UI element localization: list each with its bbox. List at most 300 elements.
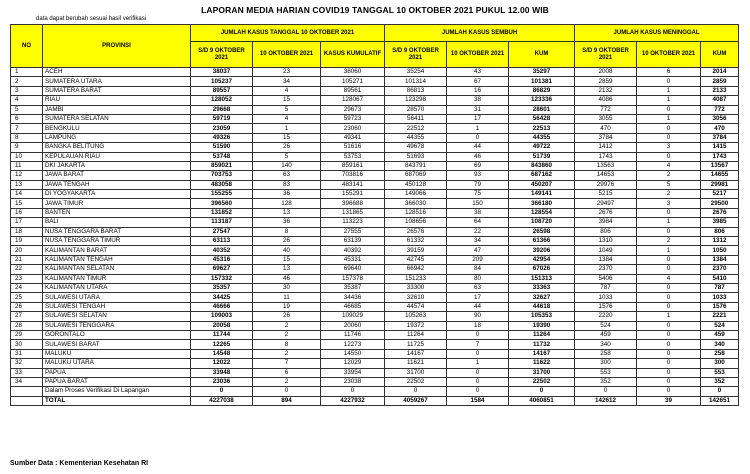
cell-sembuh-kum: 32627 — [509, 293, 575, 302]
cell-meninggal-kum: 553 — [701, 368, 739, 377]
cell-meninggal-sd: 787 — [575, 283, 637, 292]
cell-meninggal-sd: 5406 — [575, 274, 637, 283]
cell-kasus-today: 2 — [253, 321, 321, 330]
table-row — [11, 302, 739, 311]
cell-sembuh-kum: 56428 — [509, 114, 575, 123]
table-row — [11, 208, 739, 217]
cell-kasus-today: 2 — [253, 349, 321, 358]
cell-sembuh-today: 43 — [447, 68, 509, 77]
cell-kasus-today: 8 — [253, 227, 321, 236]
cell-no: 9 — [11, 143, 43, 152]
cell-meninggal-kum: 2014 — [701, 68, 739, 77]
cell-kasus-kumulatif: 59723 — [321, 114, 385, 123]
report-title: LAPORAN MEDIA HARIAN COVID19 TANGGAL 10 OKTOBER 2021 PUKUL 12.00 WIB — [201, 5, 549, 15]
cell-kasus-kumulatif: 14550 — [321, 349, 385, 358]
cell-provinsi: KALIMANTAN BARAT — [43, 246, 191, 255]
cell-no: 8 — [11, 133, 43, 142]
cell-sembuh-kum: 44618 — [509, 302, 575, 311]
cell-kasus-sd: 53748 — [191, 152, 253, 161]
cell-meninggal-today: 1 — [637, 218, 701, 227]
cell-kasus-kumulatif: 34436 — [321, 293, 385, 302]
cell-meninggal-sd: 553 — [575, 368, 637, 377]
table-row — [11, 133, 739, 142]
cell-kasus-kumulatif: 23038 — [321, 377, 385, 386]
table-row — [11, 171, 739, 180]
cell-kasus-kumulatif: 53753 — [321, 152, 385, 161]
cell-kasus-sd: 12022 — [191, 359, 253, 368]
cell-kasus-kumulatif: 859161 — [321, 161, 385, 170]
cell-provinsi: SULAWESI UTARA — [43, 293, 191, 302]
cell-kasus-sd: 89557 — [191, 86, 253, 95]
cell-provinsi: BALI — [43, 218, 191, 227]
cell-meninggal-today: 0 — [637, 133, 701, 142]
cell-meninggal-today: 2 — [637, 171, 701, 180]
cell-kasus-kumulatif: 40392 — [321, 246, 385, 255]
cell-no: 29 — [11, 330, 43, 339]
cell-no: 21 — [11, 255, 43, 264]
cell-meninggal-sd: 1033 — [575, 293, 637, 302]
cell-kasus-sd: 11744 — [191, 330, 253, 339]
verification-note: data dapat berubah sesuai hasil verifikasi — [36, 16, 147, 22]
cell-no: 14 — [11, 190, 43, 199]
cell-no: 25 — [11, 293, 43, 302]
table-row — [11, 255, 739, 264]
table-body — [11, 68, 739, 406]
table-row — [11, 124, 739, 133]
cell-sembuh-today: 84 — [447, 265, 509, 274]
cell-meninggal-kum: 142651 — [701, 396, 739, 405]
cell-kasus-kumulatif: 0 — [321, 387, 385, 396]
cell-kasus-today: 26 — [253, 237, 321, 246]
cell-meninggal-today: 1 — [637, 312, 701, 321]
cell-provinsi: KALIMANTAN UTARA — [43, 283, 191, 292]
cell-provinsi: SUMATERA BARAT — [43, 86, 191, 95]
cell-kasus-sd: 59719 — [191, 114, 253, 123]
cell-sembuh-today: 75 — [447, 190, 509, 199]
table-row — [11, 283, 739, 292]
cell-sembuh-kum: 149141 — [509, 190, 575, 199]
cell-meninggal-today: 0 — [637, 227, 701, 236]
cell-sembuh-today: 1 — [447, 359, 509, 368]
cell-meninggal-sd: 340 — [575, 340, 637, 349]
cell-meninggal-today: 39 — [637, 396, 701, 405]
cell-meninggal-today: 0 — [637, 124, 701, 133]
cell-kasus-sd: 46666 — [191, 302, 253, 311]
table-row — [11, 114, 739, 123]
cell-kasus-today: 1 — [253, 124, 321, 133]
cell-kasus-sd: 155255 — [191, 190, 253, 199]
cell-kasus-sd: 20058 — [191, 321, 253, 330]
cell-kasus-today: 15 — [253, 96, 321, 105]
cell-provinsi: JAWA TIMUR — [43, 199, 191, 208]
cell-kasus-kumulatif: 128067 — [321, 96, 385, 105]
cell-meninggal-sd: 29976 — [575, 180, 637, 189]
cell-sembuh-kum: 19390 — [509, 321, 575, 330]
cell-kasus-kumulatif: 703816 — [321, 171, 385, 180]
cell-meninggal-sd: 3984 — [575, 218, 637, 227]
cell-sembuh-sd: 56411 — [385, 114, 447, 123]
cell-kasus-sd: 703753 — [191, 171, 253, 180]
cell-kasus-sd: 0 — [191, 387, 253, 396]
cell-sembuh-today: 0 — [447, 349, 509, 358]
cell-meninggal-sd: 1310 — [575, 237, 637, 246]
cell-meninggal-kum: 1415 — [701, 143, 739, 152]
cell-no: 27 — [11, 312, 43, 321]
cell-meninggal-kum: 2370 — [701, 265, 739, 274]
header-meninggal-sd: S/D 9 OKTOBER 2021 — [575, 42, 637, 68]
cell-sembuh-today: 0 — [447, 368, 509, 377]
cell-meninggal-today: 0 — [637, 77, 701, 86]
cell-no: 2 — [11, 77, 43, 86]
cell-kasus-kumulatif: 29673 — [321, 105, 385, 114]
cell-meninggal-kum: 1576 — [701, 302, 739, 311]
cell-meninggal-sd: 1412 — [575, 143, 637, 152]
cell-sembuh-today: 17 — [447, 114, 509, 123]
cell-kasus-sd: 35357 — [191, 283, 253, 292]
cell-sembuh-sd: 4059267 — [385, 396, 447, 405]
cell-meninggal-kum: 524 — [701, 321, 739, 330]
cell-no: 32 — [11, 359, 43, 368]
cell-meninggal-today: 1 — [637, 96, 701, 105]
cell-sembuh-today: 16 — [447, 86, 509, 95]
cell-meninggal-today: 2 — [637, 190, 701, 199]
cell-provinsi: JAWA BARAT — [43, 171, 191, 180]
table-row — [11, 321, 739, 330]
cell-kasus-today: 26 — [253, 143, 321, 152]
cell-sembuh-today: 47 — [447, 246, 509, 255]
cell-meninggal-today: 0 — [637, 283, 701, 292]
cell-provinsi: SUMATERA SELATAN — [43, 114, 191, 123]
cell-meninggal-kum: 1050 — [701, 246, 739, 255]
cell-sembuh-sd: 123298 — [385, 96, 447, 105]
cell-sembuh-kum: 22513 — [509, 124, 575, 133]
cell-no: 23 — [11, 274, 43, 283]
cell-provinsi: JAWA TENGAH — [43, 180, 191, 189]
cell-provinsi: Dalam Proses Verifikasi Di Lapangan — [43, 387, 191, 396]
cell-meninggal-sd: 470 — [575, 124, 637, 133]
header-sembuh-sd: S/D 9 OKTOBER 2021 — [385, 42, 447, 68]
cell-meninggal-sd: 459 — [575, 330, 637, 339]
cell-provinsi: KALIMANTAN TIMUR — [43, 274, 191, 283]
cell-sembuh-sd: 39159 — [385, 246, 447, 255]
cell-meninggal-sd: 524 — [575, 321, 637, 330]
cell-meninggal-kum: 1743 — [701, 152, 739, 161]
cell-meninggal-today: 0 — [637, 330, 701, 339]
cell-meninggal-today: 0 — [637, 265, 701, 274]
table-row — [11, 293, 739, 302]
cell-no: 11 — [11, 161, 43, 170]
cell-kasus-kumulatif: 27555 — [321, 227, 385, 236]
cell-kasus-kumulatif: 4227932 — [321, 396, 385, 405]
cell-sembuh-kum: 843860 — [509, 161, 575, 170]
cell-sembuh-kum: 67026 — [509, 265, 575, 274]
cell-meninggal-today: 0 — [637, 152, 701, 161]
cell-meninggal-kum: 2133 — [701, 86, 739, 95]
cell-kasus-sd: 157332 — [191, 274, 253, 283]
cell-sembuh-today: 34 — [447, 237, 509, 246]
cell-kasus-kumulatif: 20060 — [321, 321, 385, 330]
cell-kasus-kumulatif: 155291 — [321, 190, 385, 199]
cell-sembuh-today: 0 — [447, 377, 509, 386]
cell-sembuh-sd: 687069 — [385, 171, 447, 180]
cell-provinsi: SUMATERA UTARA — [43, 77, 191, 86]
cell-meninggal-sd: 2132 — [575, 86, 637, 95]
cell-no: 6 — [11, 114, 43, 123]
cell-kasus-kumulatif: 157378 — [321, 274, 385, 283]
cell-meninggal-kum: 5410 — [701, 274, 739, 283]
cell-sembuh-sd: 42745 — [385, 255, 447, 264]
cell-sembuh-sd: 86813 — [385, 86, 447, 95]
cell-no: 3 — [11, 86, 43, 95]
cell-meninggal-kum: 2859 — [701, 77, 739, 86]
cell-kasus-sd: 12265 — [191, 340, 253, 349]
cell-provinsi: GORONTALO — [43, 330, 191, 339]
cell-kasus-today: 15 — [253, 255, 321, 264]
cell-kasus-today: 4 — [253, 86, 321, 95]
cell-sembuh-today: 150 — [447, 199, 509, 208]
cell-meninggal-kum: 470 — [701, 124, 739, 133]
cell-provinsi: PAPUA — [43, 368, 191, 377]
cell-sembuh-sd: 149066 — [385, 190, 447, 199]
cell-meninggal-sd: 2220 — [575, 312, 637, 321]
cell-kasus-sd: 14548 — [191, 349, 253, 358]
cell-provinsi: PAPUA BARAT — [43, 377, 191, 386]
cell-meninggal-kum: 787 — [701, 283, 739, 292]
table-row — [11, 274, 739, 283]
cell-kasus-sd: 105237 — [191, 77, 253, 86]
cell-kasus-kumulatif: 45331 — [321, 255, 385, 264]
cell-meninggal-kum: 3784 — [701, 133, 739, 142]
cell-no: 10 — [11, 152, 43, 161]
cell-provinsi: KALIMANTAN SELATAN — [43, 265, 191, 274]
cell-kasus-sd: 63113 — [191, 237, 253, 246]
cell-meninggal-sd: 5215 — [575, 190, 637, 199]
cell-sembuh-sd: 31700 — [385, 368, 447, 377]
cell-kasus-today: 40 — [253, 246, 321, 255]
cell-kasus-today: 2 — [253, 330, 321, 339]
table-row — [11, 349, 739, 358]
cell-sembuh-sd: 128516 — [385, 208, 447, 217]
cell-sembuh-kum: 11622 — [509, 359, 575, 368]
cell-sembuh-today: 0 — [447, 387, 509, 396]
cell-meninggal-today: 0 — [637, 340, 701, 349]
cell-kasus-today: 8 — [253, 340, 321, 349]
covid-report-table — [10, 24, 739, 406]
cell-no: 5 — [11, 105, 43, 114]
cell-no — [11, 396, 43, 405]
cell-meninggal-sd: 806 — [575, 227, 637, 236]
cell-provinsi: BANGKA BELITUNG — [43, 143, 191, 152]
cell-provinsi: SULAWESI BARAT — [43, 340, 191, 349]
cell-provinsi: NUSA TENGGARA TIMUR — [43, 237, 191, 246]
cell-sembuh-sd: 843791 — [385, 161, 447, 170]
table-row — [11, 143, 739, 152]
cell-kasus-kumulatif: 23060 — [321, 124, 385, 133]
cell-sembuh-today: 67 — [447, 77, 509, 86]
cell-kasus-sd: 23059 — [191, 124, 253, 133]
cell-kasus-kumulatif: 63139 — [321, 237, 385, 246]
cell-meninggal-sd: 352 — [575, 377, 637, 386]
cell-meninggal-sd: 2676 — [575, 208, 637, 217]
cell-no: 22 — [11, 265, 43, 274]
table-row — [11, 340, 739, 349]
cell-sembuh-today: 31 — [447, 105, 509, 114]
cell-no: 19 — [11, 237, 43, 246]
table-row — [11, 152, 739, 161]
cell-sembuh-kum: 687162 — [509, 171, 575, 180]
cell-meninggal-today: 1 — [637, 114, 701, 123]
table-row — [11, 96, 739, 105]
cell-kasus-today: 13 — [253, 208, 321, 217]
header-no: NO — [11, 25, 43, 68]
cell-sembuh-sd: 33300 — [385, 283, 447, 292]
cell-kasus-kumulatif: 113223 — [321, 218, 385, 227]
cell-kasus-sd: 109003 — [191, 312, 253, 321]
cell-kasus-today: 894 — [253, 396, 321, 405]
table-row — [11, 199, 739, 208]
cell-meninggal-today: 0 — [637, 105, 701, 114]
header-group-meninggal: JUMLAH KASUS MENINGGAL — [575, 25, 739, 42]
cell-kasus-kumulatif: 11746 — [321, 330, 385, 339]
cell-sembuh-today: 79 — [447, 180, 509, 189]
table-row — [11, 312, 739, 321]
cell-sembuh-kum: 33363 — [509, 283, 575, 292]
header-group-sembuh: JUMLAH KASUS SEMBUH — [385, 25, 575, 42]
cell-sembuh-today: 90 — [447, 312, 509, 321]
header-sembuh-kum: KUM — [509, 42, 575, 68]
cell-sembuh-today: 0 — [447, 133, 509, 142]
cell-meninggal-today: 6 — [637, 68, 701, 77]
header-kasus-kumulatif: KASUS KUMULATIF — [321, 42, 385, 68]
cell-meninggal-today: 3 — [637, 199, 701, 208]
cell-no: 15 — [11, 199, 43, 208]
cell-kasus-sd: 69627 — [191, 265, 253, 274]
cell-provinsi: JAMBI — [43, 105, 191, 114]
cell-kasus-sd: 49326 — [191, 133, 253, 142]
cell-provinsi: DI YOGYAKARTA — [43, 190, 191, 199]
cell-kasus-kumulatif: 33954 — [321, 368, 385, 377]
cell-provinsi: TOTAL — [43, 396, 191, 405]
cell-kasus-today: 63 — [253, 171, 321, 180]
cell-no: 17 — [11, 218, 43, 227]
cell-sembuh-kum: 42954 — [509, 255, 575, 264]
cell-meninggal-sd: 1576 — [575, 302, 637, 311]
cell-kasus-today: 7 — [253, 359, 321, 368]
cell-meninggal-kum: 352 — [701, 377, 739, 386]
cell-meninggal-today: 0 — [637, 387, 701, 396]
table-row — [11, 161, 739, 170]
cell-kasus-kumulatif: 12273 — [321, 340, 385, 349]
cell-kasus-sd: 33948 — [191, 368, 253, 377]
cell-meninggal-kum: 2676 — [701, 208, 739, 217]
table-row — [11, 387, 739, 396]
cell-kasus-kumulatif: 109029 — [321, 312, 385, 321]
cell-sembuh-today: 44 — [447, 302, 509, 311]
cell-sembuh-sd: 366030 — [385, 199, 447, 208]
cell-sembuh-sd: 105263 — [385, 312, 447, 321]
cell-sembuh-sd: 28570 — [385, 105, 447, 114]
cell-kasus-today: 36 — [253, 190, 321, 199]
cell-meninggal-kum: 4087 — [701, 96, 739, 105]
cell-kasus-sd: 40352 — [191, 246, 253, 255]
cell-kasus-kumulatif: 38060 — [321, 68, 385, 77]
table-row — [11, 105, 739, 114]
cell-kasus-kumulatif: 46685 — [321, 302, 385, 311]
cell-kasus-sd: 396560 — [191, 199, 253, 208]
cell-meninggal-today: 0 — [637, 377, 701, 386]
cell-kasus-today: 0 — [253, 387, 321, 396]
cell-no — [11, 387, 43, 396]
header-kasus-today: 10 OKTOBER 2021 — [253, 42, 321, 68]
cell-meninggal-today: 0 — [637, 255, 701, 264]
cell-meninggal-kum: 806 — [701, 227, 739, 236]
cell-meninggal-sd: 3055 — [575, 114, 637, 123]
cell-sembuh-sd: 26576 — [385, 227, 447, 236]
cell-kasus-today: 2 — [253, 377, 321, 386]
cell-meninggal-kum: 340 — [701, 340, 739, 349]
cell-provinsi: LAMPUNG — [43, 133, 191, 142]
cell-meninggal-today: 0 — [637, 302, 701, 311]
cell-meninggal-kum: 300 — [701, 359, 739, 368]
cell-kasus-kumulatif: 105271 — [321, 77, 385, 86]
cell-meninggal-kum: 258 — [701, 349, 739, 358]
cell-meninggal-kum: 1033 — [701, 293, 739, 302]
cell-meninggal-sd: 1049 — [575, 246, 637, 255]
cell-meninggal-kum: 3985 — [701, 218, 739, 227]
cell-meninggal-sd: 13563 — [575, 161, 637, 170]
cell-sembuh-sd: 11264 — [385, 330, 447, 339]
cell-sembuh-kum: 31700 — [509, 368, 575, 377]
cell-sembuh-today: 93 — [447, 171, 509, 180]
cell-kasus-today: 23 — [253, 68, 321, 77]
cell-sembuh-today: 38 — [447, 208, 509, 217]
cell-kasus-sd: 859021 — [191, 161, 253, 170]
cell-meninggal-kum: 3056 — [701, 114, 739, 123]
cell-meninggal-kum: 13567 — [701, 161, 739, 170]
cell-provinsi: NUSA TENGGARA BARAT — [43, 227, 191, 236]
cell-meninggal-today: 4 — [637, 274, 701, 283]
cell-kasus-sd: 45316 — [191, 255, 253, 264]
cell-meninggal-kum: 29981 — [701, 180, 739, 189]
cell-meninggal-kum: 5217 — [701, 190, 739, 199]
cell-kasus-today: 13 — [253, 265, 321, 274]
cell-kasus-today: 15 — [253, 133, 321, 142]
cell-kasus-kumulatif: 49341 — [321, 133, 385, 142]
cell-sembuh-sd: 108656 — [385, 218, 447, 227]
cell-sembuh-today: 7 — [447, 340, 509, 349]
cell-sembuh-today: 1 — [447, 124, 509, 133]
cell-meninggal-today: 0 — [637, 208, 701, 217]
cell-sembuh-sd: 44574 — [385, 302, 447, 311]
cell-sembuh-sd: 11621 — [385, 359, 447, 368]
cell-sembuh-kum: 44355 — [509, 133, 575, 142]
header-meninggal-today: 10 OKTOBER 2021 — [637, 42, 701, 68]
table-row — [11, 218, 739, 227]
cell-sembuh-kum: 28601 — [509, 105, 575, 114]
cell-meninggal-kum: 1312 — [701, 237, 739, 246]
cell-provinsi: SULAWESI SELATAN — [43, 312, 191, 321]
cell-no: 7 — [11, 124, 43, 133]
cell-sembuh-sd: 32610 — [385, 293, 447, 302]
cell-kasus-kumulatif: 131865 — [321, 208, 385, 217]
cell-sembuh-today: 63 — [447, 283, 509, 292]
cell-sembuh-kum: 0 — [509, 387, 575, 396]
cell-kasus-sd: 23036 — [191, 377, 253, 386]
cell-sembuh-sd: 49678 — [385, 143, 447, 152]
cell-no: 12 — [11, 171, 43, 180]
total-row — [11, 396, 739, 405]
cell-meninggal-kum: 29500 — [701, 199, 739, 208]
